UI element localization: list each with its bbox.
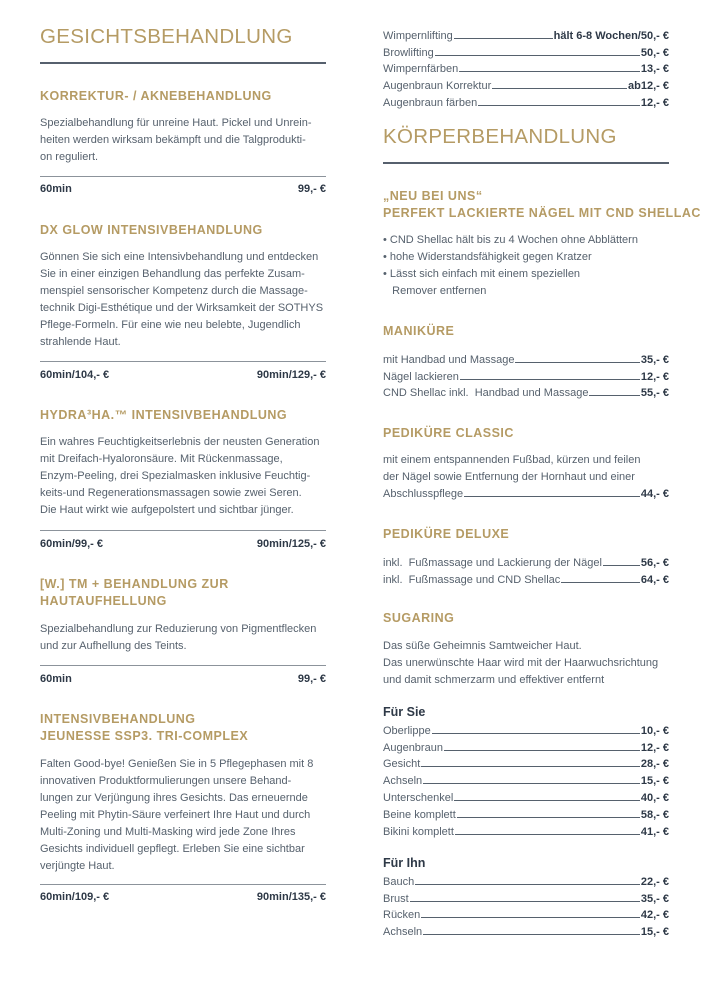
duration-price: 60min/104,- €: [40, 369, 110, 381]
treatment-heading-jeunesse: INTENSIVBEHANDLUNG JEUNESSE SSP3. TRI-COMPLEX: [40, 712, 249, 743]
pedikuere-classic-desc: mit einem entspannenden Fußbad, kürzen und feilen der Nägel sowie Entfernung der Hornhaut und einer: [383, 454, 641, 483]
list-item: Abschlusspflege 44,- €: [383, 487, 669, 500]
manikuere-list: [383, 349, 669, 399]
list-item: Rücken 42,- €: [383, 909, 669, 922]
duration-price: 90min/135,- €: [256, 891, 326, 903]
shellac-heading: „NEU BEI UNS“ PERFEKT LACKIERTE NÄGEL MIT CND SHELLAC: [383, 189, 701, 220]
price-row-dxglow: [40, 369, 326, 381]
treatment-desc-hydra: Ein wahres Feuchtigkeitserlebnis der neusten Generation mit Dreifach-Hyaloronsäure. Mit Rückenmassage, Enzym-Peeling, drei Spezialmasken inklusive Feuchtig- keits-und Regenerationsmassagen sowie zwei Seren. Die Haut wirkt wie aufgepolstert und sichtbar jünger.: [40, 436, 320, 516]
divider: [40, 176, 326, 177]
price-row-hydra: [40, 538, 326, 550]
list-item: Oberlippe 10,- €: [383, 724, 669, 737]
duration-price: 90min/129,- €: [256, 369, 326, 381]
title-divider: [40, 62, 326, 64]
treatment-heading-akne: KORREKTUR- / AKNEBEHANDLUNG: [40, 89, 272, 103]
price-row-akne: [40, 183, 326, 195]
divider: [40, 884, 326, 885]
fuer-sie-list: [383, 720, 669, 838]
section-title-koerper: KÖRPERBEHANDLUNG: [383, 125, 617, 148]
treatment-heading-dxglow: DX GLOW INTENSIVBEHANDLUNG: [40, 223, 263, 237]
treatment-heading-hydra: HYDRA³HA.™ INTENSIVBEHANDLUNG: [40, 408, 288, 422]
price: 99,- €: [297, 183, 326, 195]
shellac-bullets: • CND Shellac hält bis zu 4 Wochen ohne Abblättern • hohe Widerstandsfähigkeit gegen Kratzer • Lässt sich einfach mit einem speziellen Remover entfernen: [383, 234, 638, 297]
list-item: Augenbraun färben 12,- €: [383, 96, 669, 109]
list-item: Wimpernfärben 13,- €: [383, 63, 669, 76]
fuer-ihn-list: [383, 871, 669, 938]
title-divider: [383, 162, 669, 164]
list-item: Wimpernlifting hält 6-8 Wochen/ 50,- €: [383, 29, 669, 42]
list-item: mit Handbad und Massage 35,- €: [383, 353, 669, 366]
price: 99,- €: [297, 673, 326, 685]
duration-price: 60min/109,- €: [40, 891, 110, 903]
manikuere-heading: MANIKÜRE: [383, 324, 455, 338]
treatment-desc-akne: Spezialbehandlung für unreine Haut. Pickel und Unrein- heiten werden wirksam bekämpft und die Talgprodukti- on reguliert.: [40, 117, 312, 163]
list-item: Browlifting 50,- €: [383, 46, 669, 59]
list-item: Bikini komplett 41,- €: [383, 825, 669, 838]
fuer-ihn-heading: Für Ihn: [383, 856, 426, 870]
list-item: Achseln 15,- €: [383, 775, 669, 788]
duration: 60min: [40, 183, 72, 195]
treatment-desc-dxglow: Gönnen Sie sich eine Intensivbehandlung und entdecken Sie in einer einzigen Behandlung das perfekte Zusam- menspiel sensorischer Kompetenz durch die Massage- technik Digi-Esthétique und der Wirksamkeit der SOTHYS Pflege-Formeln. Für eine wie neu belebte, Jugendlich strahlende Haut.: [40, 251, 324, 348]
treatment-desc-whitening: Spezialbehandlung zur Reduzierung von Pigmentflecken und zur Aufhellung des Teints.: [40, 623, 317, 652]
list-item: Achseln 15,- €: [383, 926, 669, 939]
duration-price: 60min/99,- €: [40, 538, 103, 550]
duration-price: 90min/125,- €: [256, 538, 326, 550]
price-row-jeunesse: [40, 891, 326, 903]
divider: [40, 530, 326, 531]
treatment-heading-whitening: [W.] TM + BEHANDLUNG ZUR HAUTAUFHELLUNG: [40, 577, 229, 608]
list-item: Gesicht 28,- €: [383, 758, 669, 771]
list-item: Unterschenkel 40,- €: [383, 791, 669, 804]
lash-brow-list: [383, 25, 669, 109]
list-item: inkl. Fußmassage und Lackierung der Nägel 56,- €: [383, 556, 669, 569]
list-item: Bauch 22,- €: [383, 875, 669, 888]
treatment-desc-jeunesse: Falten Good-bye! Genießen Sie in 5 Pflegephasen mit 8 innovativen Produktformulierungen unsere Behand- lungen zur Verjüngung ihres Gesichts. Das erneuernde Peeling mit Phytin-Säure verfeinert Ihre Haut und durch Multi-Zoning und Multi-Masking wird jede Zone Ihres Gesichts individuell gepflegt. Erleben Sie eine sichtbar verjüngte Haut.: [40, 758, 314, 872]
list-item: Beine komplett 58,- €: [383, 808, 669, 821]
list-item: Nägel lackieren 12,- €: [383, 370, 669, 383]
duration: 60min: [40, 673, 72, 685]
list-item: inkl. Fußmassage und CND Shellac 64,- €: [383, 573, 669, 586]
sugaring-desc: Das süße Geheimnis Samtweicher Haut. Das unerwünschte Haar wird mit der Haarwuchsrichtung und damit schmerzarm und effektiver entfernt: [383, 640, 659, 686]
fuer-sie-heading: Für Sie: [383, 705, 426, 719]
list-item: Augenbraun Korrektur ab 12,- €: [383, 80, 669, 93]
sugaring-heading: SUGARING: [383, 611, 455, 625]
list-item: Augenbraun 12,- €: [383, 741, 669, 754]
divider: [40, 665, 326, 666]
price-row-whitening: [40, 673, 326, 685]
pedikuere-classic-list: [383, 483, 669, 500]
pedikuere-classic-heading: PEDIKÜRE CLASSIC: [383, 426, 514, 440]
list-item: CND Shellac inkl. Handbad und Massage 55,- €: [383, 387, 669, 400]
divider: [40, 361, 326, 362]
list-item: Brust 35,- €: [383, 892, 669, 905]
pedikuere-deluxe-list: [383, 552, 669, 586]
pedikuere-deluxe-heading: PEDIKÜRE DELUXE: [383, 527, 510, 541]
section-title-gesicht: GESICHTSBEHANDLUNG: [40, 25, 293, 48]
